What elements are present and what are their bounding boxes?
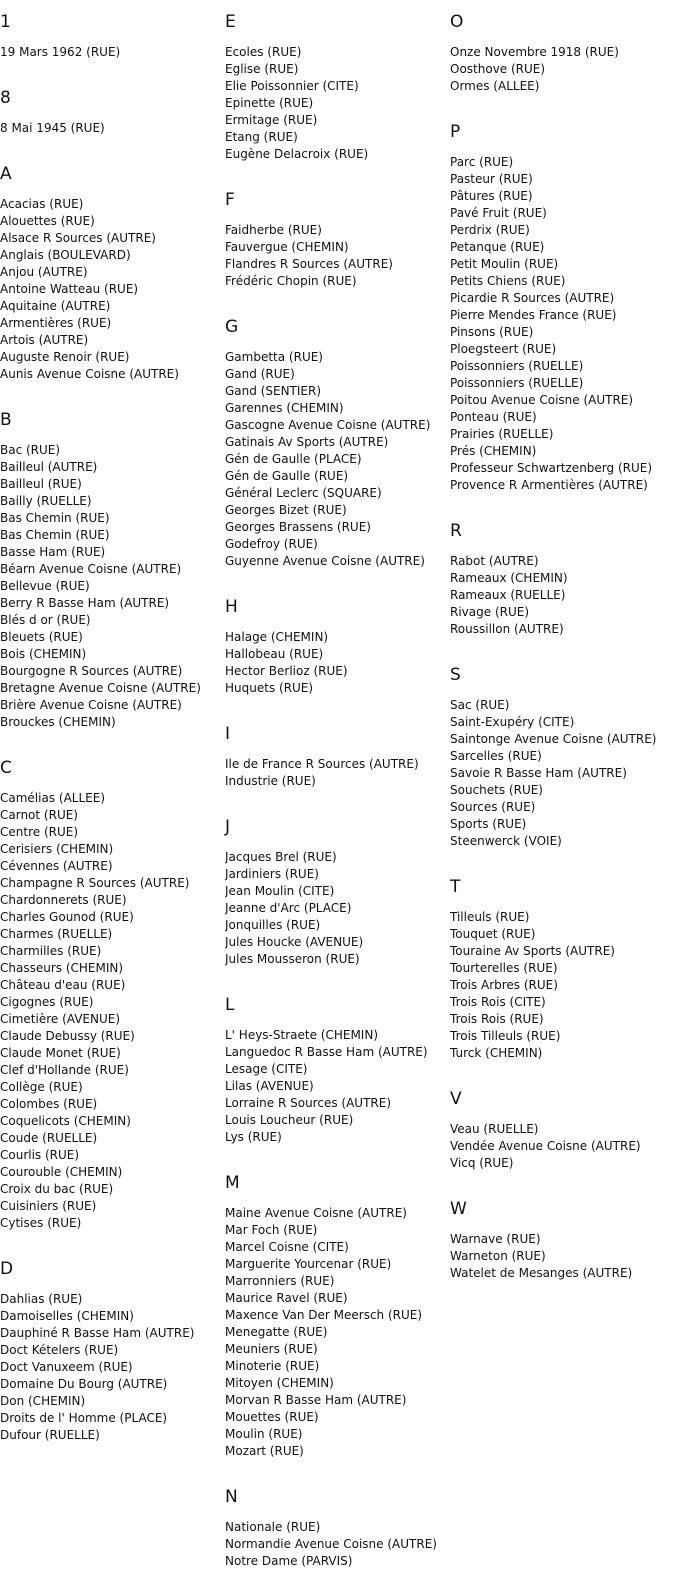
street-item: Provence R Armentières (AUTRE) bbox=[450, 478, 648, 492]
street-item: Pinsons (RUE) bbox=[450, 325, 534, 339]
letter-heading: H bbox=[225, 597, 238, 617]
street-item: Domaine Du Bourg (AUTRE) bbox=[0, 1377, 168, 1391]
street-item: Halage (CHEMIN) bbox=[225, 630, 329, 644]
letter-heading: V bbox=[450, 1089, 462, 1109]
street-item: Rabot (AUTRE) bbox=[450, 554, 539, 568]
letter-heading: 8 bbox=[0, 88, 11, 108]
street-item: Touraine Av Sports (AUTRE) bbox=[450, 944, 615, 958]
street-item: Croix du bac (RUE) bbox=[0, 1182, 114, 1196]
street-item: Gascogne Avenue Coisne (AUTRE) bbox=[225, 418, 431, 432]
letter-heading: A bbox=[0, 164, 12, 184]
street-list bbox=[0, 1291, 225, 1444]
street-item: Bretagne Avenue Coisne (AUTRE) bbox=[0, 681, 201, 695]
street-item: Trois Arbres (RUE) bbox=[450, 978, 558, 992]
street-item: Prairies (RUELLE) bbox=[450, 427, 554, 441]
street-item: Turck (CHEMIN) bbox=[450, 1046, 543, 1060]
street-item: Mitoyen (CHEMIN) bbox=[225, 1376, 334, 1390]
street-item: Marguerite Yourcenar (RUE) bbox=[225, 1257, 392, 1271]
letter-heading: O bbox=[450, 12, 464, 32]
letter-group bbox=[0, 10, 225, 61]
street-item: Pavé Fruit (RUE) bbox=[450, 206, 547, 220]
street-item: Nationale (RUE) bbox=[225, 1520, 321, 1534]
street-item: Cigognes (RUE) bbox=[0, 995, 94, 1009]
letter-heading: P bbox=[450, 122, 461, 142]
letter-heading: C bbox=[0, 758, 12, 778]
street-item: Armentières (RUE) bbox=[0, 316, 112, 330]
street-item: Artois (AUTRE) bbox=[0, 333, 89, 347]
street-item: Petanque (RUE) bbox=[450, 240, 545, 254]
street-item: Alsace R Sources (AUTRE) bbox=[0, 231, 156, 245]
street-item: Sarcelles (RUE) bbox=[450, 749, 542, 763]
street-item: Jules Houcke (AVENUE) bbox=[225, 935, 364, 949]
street-item: Souchets (RUE) bbox=[450, 783, 543, 797]
street-item: Bas Chemin (RUE) bbox=[0, 511, 110, 525]
letter-heading: G bbox=[225, 317, 239, 337]
letter-group bbox=[225, 1171, 450, 1460]
street-item: Dufour (RUELLE) bbox=[0, 1428, 100, 1442]
street-list bbox=[225, 222, 450, 290]
street-list bbox=[225, 349, 450, 570]
street-item: Ponteau (RUE) bbox=[450, 410, 537, 424]
letter-heading: I bbox=[225, 724, 231, 744]
letter-group bbox=[450, 663, 675, 850]
street-item: Elie Poissonnier (CITE) bbox=[225, 79, 359, 93]
street-item: Bois (CHEMIN) bbox=[0, 647, 87, 661]
letter-group bbox=[225, 1485, 450, 1570]
street-item: Georges Bizet (RUE) bbox=[225, 503, 347, 517]
street-item: Warnave (RUE) bbox=[450, 1232, 541, 1246]
street-item: Dauphiné R Basse Ham (AUTRE) bbox=[0, 1326, 195, 1340]
street-list bbox=[450, 697, 675, 850]
street-item: Etang (RUE) bbox=[225, 130, 298, 144]
street-item: 19 Mars 1962 (RUE) bbox=[0, 45, 121, 59]
street-item: Eglise (RUE) bbox=[225, 62, 299, 76]
street-list bbox=[0, 44, 225, 61]
street-item: Brouckes (CHEMIN) bbox=[0, 715, 116, 729]
street-item: Savoie R Basse Ham (AUTRE) bbox=[450, 766, 627, 780]
letter-group bbox=[225, 595, 450, 697]
street-item: Anjou (AUTRE) bbox=[0, 265, 88, 279]
street-item: Languedoc R Basse Ham (AUTRE) bbox=[225, 1045, 428, 1059]
street-item: Aquitaine (AUTRE) bbox=[0, 299, 111, 313]
street-item: Vicq (RUE) bbox=[450, 1156, 514, 1170]
street-item: Cerisiers (CHEMIN) bbox=[0, 842, 114, 856]
street-item: Fauvergue (CHEMIN) bbox=[225, 240, 349, 254]
street-item: Saintonge Avenue Coisne (AUTRE) bbox=[450, 732, 657, 746]
street-item: Tilleuls (RUE) bbox=[450, 910, 530, 924]
street-item: Oosthove (RUE) bbox=[450, 62, 546, 76]
street-item: Ile de France R Sources (AUTRE) bbox=[225, 757, 419, 771]
letter-group bbox=[225, 993, 450, 1146]
street-item: Industrie (RUE) bbox=[225, 774, 316, 788]
street-item: Lilas (AVENUE) bbox=[225, 1079, 314, 1093]
street-list bbox=[450, 909, 675, 1062]
street-item: Touquet (RUE) bbox=[450, 927, 536, 941]
index-column bbox=[0, 10, 225, 1469]
street-item: Gambetta (RUE) bbox=[225, 350, 323, 364]
street-item: Camélias (ALLEE) bbox=[0, 791, 105, 805]
street-item: Notre Dame (PARVIS) bbox=[225, 1554, 353, 1568]
street-list bbox=[0, 442, 225, 731]
street-item: Blés d or (RUE) bbox=[0, 613, 91, 627]
street-list bbox=[450, 1121, 675, 1172]
street-item: Claude Debussy (RUE) bbox=[0, 1029, 135, 1043]
street-item: Lys (RUE) bbox=[225, 1130, 282, 1144]
street-item: Jonquilles (RUE) bbox=[225, 918, 321, 932]
street-item: Watelet de Mesanges (AUTRE) bbox=[450, 1266, 633, 1280]
letter-heading: J bbox=[225, 817, 231, 837]
street-item: Georges Brassens (RUE) bbox=[225, 520, 371, 534]
letter-heading: E bbox=[225, 12, 236, 32]
street-item: Colombes (RUE) bbox=[0, 1097, 98, 1111]
street-item: Tourterelles (RUE) bbox=[450, 961, 558, 975]
street-item: Marcel Coisne (CITE) bbox=[225, 1240, 349, 1254]
letter-group bbox=[450, 1197, 675, 1282]
letter-group bbox=[225, 815, 450, 968]
street-item: Normandie Avenue Coisne (AUTRE) bbox=[225, 1537, 437, 1551]
street-item: Charmilles (RUE) bbox=[0, 944, 102, 958]
street-item: Auguste Renoir (RUE) bbox=[0, 350, 130, 364]
street-item: L' Heys-Straete (CHEMIN) bbox=[225, 1028, 378, 1042]
street-list bbox=[0, 196, 225, 383]
street-item: Mouettes (RUE) bbox=[225, 1410, 319, 1424]
street-item: Garennes (CHEMIN) bbox=[225, 401, 344, 415]
street-item: Sports (RUE) bbox=[450, 817, 527, 831]
street-item: Perdrix (RUE) bbox=[450, 223, 530, 237]
street-item: Trois Rois (CITE) bbox=[450, 995, 546, 1009]
street-item: Pasteur (RUE) bbox=[450, 172, 533, 186]
street-item: Centre (RUE) bbox=[0, 825, 79, 839]
street-item: Sources (RUE) bbox=[450, 800, 536, 814]
letter-group bbox=[225, 188, 450, 290]
street-list bbox=[225, 629, 450, 697]
street-item: Champagne R Sources (AUTRE) bbox=[0, 876, 190, 890]
letter-group bbox=[0, 1257, 225, 1444]
street-item: Meuniers (RUE) bbox=[225, 1342, 318, 1356]
street-item: Rameaux (RUELLE) bbox=[450, 588, 566, 602]
letter-group bbox=[450, 1087, 675, 1172]
street-item: Huquets (RUE) bbox=[225, 681, 314, 695]
street-item: Coquelicots (CHEMIN) bbox=[0, 1114, 131, 1128]
street-item: Courouble (CHEMIN) bbox=[0, 1165, 123, 1179]
street-item: Dahlias (RUE) bbox=[0, 1292, 83, 1306]
street-item: Trois Rois (RUE) bbox=[450, 1012, 544, 1026]
street-item: Ecoles (RUE) bbox=[225, 45, 302, 59]
street-item: Poissonniers (RUELLE) bbox=[450, 359, 584, 373]
street-item: Hallobeau (RUE) bbox=[225, 647, 324, 661]
street-item: Bailleul (AUTRE) bbox=[0, 460, 98, 474]
letter-heading: S bbox=[450, 665, 461, 685]
letter-heading: R bbox=[450, 521, 462, 541]
street-item: Guyenne Avenue Coisne (AUTRE) bbox=[225, 554, 425, 568]
street-item: Gén de Gaulle (RUE) bbox=[225, 469, 349, 483]
street-item: Gand (SENTIER) bbox=[225, 384, 322, 398]
street-item: Sac (RUE) bbox=[450, 698, 510, 712]
street-item: Claude Monet (RUE) bbox=[0, 1046, 121, 1060]
letter-group bbox=[450, 875, 675, 1062]
street-list bbox=[225, 756, 450, 790]
street-item: Louis Loucheur (RUE) bbox=[225, 1113, 354, 1127]
letter-group bbox=[450, 10, 675, 95]
street-item: Coude (RUELLE) bbox=[0, 1131, 98, 1145]
street-item: Saint-Exupéry (CITE) bbox=[450, 715, 575, 729]
street-list bbox=[0, 790, 225, 1232]
street-item: Pierre Mendes France (RUE) bbox=[450, 308, 617, 322]
street-item: Doct Kételers (RUE) bbox=[0, 1343, 119, 1357]
street-item: Vendée Avenue Coisne (AUTRE) bbox=[450, 1139, 641, 1153]
street-item: Bourgogne R Sources (AUTRE) bbox=[0, 664, 183, 678]
street-item: Lorraine R Sources (AUTRE) bbox=[225, 1096, 392, 1110]
street-item: Gand (RUE) bbox=[225, 367, 295, 381]
index-column bbox=[450, 10, 675, 1307]
street-list bbox=[450, 1231, 675, 1282]
street-item: Hector Berlioz (RUE) bbox=[225, 664, 348, 678]
street-item: Minoterie (RUE) bbox=[225, 1359, 320, 1373]
street-item: Collège (RUE) bbox=[0, 1080, 83, 1094]
index-column bbox=[225, 10, 450, 1595]
street-item: Gén de Gaulle (PLACE) bbox=[225, 452, 362, 466]
street-item: Steenwerck (VOIE) bbox=[450, 834, 562, 848]
letter-group bbox=[225, 722, 450, 790]
street-item: Menegatte (RUE) bbox=[225, 1325, 328, 1339]
street-item: Droits de l' Homme (PLACE) bbox=[0, 1411, 168, 1425]
street-item: Acacias (RUE) bbox=[0, 197, 84, 211]
letter-group bbox=[0, 86, 225, 137]
street-item: Jules Mousseron (RUE) bbox=[225, 952, 360, 966]
street-item: Anglais (BOULEVARD) bbox=[0, 248, 131, 262]
street-item: Pâtures (RUE) bbox=[450, 189, 533, 203]
street-item: Petits Chiens (RUE) bbox=[450, 274, 566, 288]
street-item: Berry R Basse Ham (AUTRE) bbox=[0, 596, 170, 610]
street-item: Gatinais Av Sports (AUTRE) bbox=[225, 435, 389, 449]
street-item: Frédéric Chopin (RUE) bbox=[225, 274, 357, 288]
street-item: Carnot (RUE) bbox=[0, 808, 78, 822]
street-item: Maine Avenue Coisne (AUTRE) bbox=[225, 1206, 407, 1220]
letter-heading: W bbox=[450, 1199, 467, 1219]
street-item: Béarn Avenue Coisne (AUTRE) bbox=[0, 562, 182, 576]
street-item: Bailleul (RUE) bbox=[0, 477, 82, 491]
street-list bbox=[225, 44, 450, 163]
street-item: Cévennes (AUTRE) bbox=[0, 859, 113, 873]
street-item: Faidherbe (RUE) bbox=[225, 223, 322, 237]
street-item: Clef d'Hollande (RUE) bbox=[0, 1063, 129, 1077]
street-item: Godefroy (RUE) bbox=[225, 537, 318, 551]
letter-group bbox=[0, 408, 225, 731]
letter-group bbox=[450, 519, 675, 638]
street-item: Petit Moulin (RUE) bbox=[450, 257, 559, 271]
street-item: Bleuets (RUE) bbox=[0, 630, 83, 644]
letter-group bbox=[225, 10, 450, 163]
street-item: Rameaux (CHEMIN) bbox=[450, 571, 568, 585]
street-item: Brière Avenue Coisne (AUTRE) bbox=[0, 698, 182, 712]
street-item: Antoine Watteau (RUE) bbox=[0, 282, 139, 296]
street-list bbox=[0, 120, 225, 137]
street-item: Doct Vanuxeem (RUE) bbox=[0, 1360, 133, 1374]
street-item: Courlis (RUE) bbox=[0, 1148, 80, 1162]
street-item: Ermitage (RUE) bbox=[225, 113, 318, 127]
street-item: Prés (CHEMIN) bbox=[450, 444, 537, 458]
street-item: Bas Chemin (RUE) bbox=[0, 528, 110, 542]
letter-heading: T bbox=[450, 877, 461, 897]
letter-group bbox=[450, 120, 675, 494]
street-list bbox=[225, 849, 450, 968]
street-item: Jardiniers (RUE) bbox=[225, 867, 319, 881]
street-item: Trois Tilleuls (RUE) bbox=[450, 1029, 561, 1043]
street-item: Damoiselles (CHEMIN) bbox=[0, 1309, 134, 1323]
street-item: Général Leclerc (SQUARE) bbox=[225, 486, 382, 500]
street-item: Ormes (ALLEE) bbox=[450, 79, 540, 93]
street-list bbox=[225, 1519, 450, 1570]
letter-heading: D bbox=[0, 1259, 14, 1279]
street-item: Chardonnerets (RUE) bbox=[0, 893, 127, 907]
letter-group bbox=[0, 756, 225, 1232]
street-item: Bellevue (RUE) bbox=[0, 579, 90, 593]
street-item: Charles Gounod (RUE) bbox=[0, 910, 134, 924]
street-item: Cytises (RUE) bbox=[0, 1216, 82, 1230]
street-item: Mozart (RUE) bbox=[225, 1444, 304, 1458]
street-list bbox=[450, 154, 675, 494]
street-item: Poissonniers (RUELLE) bbox=[450, 376, 584, 390]
street-item: Veau (RUELLE) bbox=[450, 1122, 539, 1136]
street-list bbox=[225, 1205, 450, 1460]
street-item: Epinette (RUE) bbox=[225, 96, 314, 110]
letter-heading: 1 bbox=[0, 12, 11, 32]
street-item: Don (CHEMIN) bbox=[0, 1394, 86, 1408]
street-item: Maurice Ravel (RUE) bbox=[225, 1291, 348, 1305]
street-item: Roussillon (AUTRE) bbox=[450, 622, 564, 636]
street-item: Alouettes (RUE) bbox=[0, 214, 95, 228]
street-item: Marronniers (RUE) bbox=[225, 1274, 335, 1288]
street-item: Cuisiniers (RUE) bbox=[0, 1199, 97, 1213]
letter-heading: M bbox=[225, 1173, 240, 1193]
street-item: Chasseurs (CHEMIN) bbox=[0, 961, 124, 975]
letter-heading: L bbox=[225, 995, 235, 1015]
street-item: Jean Moulin (CITE) bbox=[225, 884, 335, 898]
street-item: Cimetière (AVENUE) bbox=[0, 1012, 121, 1026]
street-item: Maxence Van Der Meersch (RUE) bbox=[225, 1308, 423, 1322]
street-list bbox=[450, 553, 675, 638]
street-list bbox=[225, 1027, 450, 1146]
street-item: Basse Ham (RUE) bbox=[0, 545, 106, 559]
street-item: Château d'eau (RUE) bbox=[0, 978, 126, 992]
street-item: Jacques Brel (RUE) bbox=[225, 850, 337, 864]
street-item: Charmes (RUELLE) bbox=[0, 927, 113, 941]
street-item: Onze Novembre 1918 (RUE) bbox=[450, 45, 619, 59]
letter-heading: N bbox=[225, 1487, 238, 1507]
letter-heading: F bbox=[225, 190, 235, 210]
street-item: Eugène Delacroix (RUE) bbox=[225, 147, 369, 161]
street-item: Lesage (CITE) bbox=[225, 1062, 308, 1076]
street-list bbox=[450, 44, 675, 95]
street-item: Mar Foch (RUE) bbox=[225, 1223, 318, 1237]
street-item: Bac (RUE) bbox=[0, 443, 61, 457]
street-item: Picardie R Sources (AUTRE) bbox=[450, 291, 615, 305]
street-item: Morvan R Basse Ham (AUTRE) bbox=[225, 1393, 407, 1407]
street-item: Warneton (RUE) bbox=[450, 1249, 546, 1263]
street-item: Parc (RUE) bbox=[450, 155, 514, 169]
street-item: 8 Mai 1945 (RUE) bbox=[0, 121, 105, 135]
letter-heading: B bbox=[0, 410, 12, 430]
street-item: Poitou Avenue Coisne (AUTRE) bbox=[450, 393, 634, 407]
street-item: Aunis Avenue Coisne (AUTRE) bbox=[0, 367, 179, 381]
letter-group bbox=[0, 162, 225, 383]
street-item: Flandres R Sources (AUTRE) bbox=[225, 257, 393, 271]
street-item: Bailly (RUELLE) bbox=[0, 494, 92, 508]
street-item: Professeur Schwartzenberg (RUE) bbox=[450, 461, 653, 475]
street-item: Rivage (RUE) bbox=[450, 605, 530, 619]
street-item: Moulin (RUE) bbox=[225, 1427, 303, 1441]
street-item: Ploegsteert (RUE) bbox=[450, 342, 557, 356]
letter-group bbox=[225, 315, 450, 570]
street-item: Jeanne d'Arc (PLACE) bbox=[225, 901, 352, 915]
